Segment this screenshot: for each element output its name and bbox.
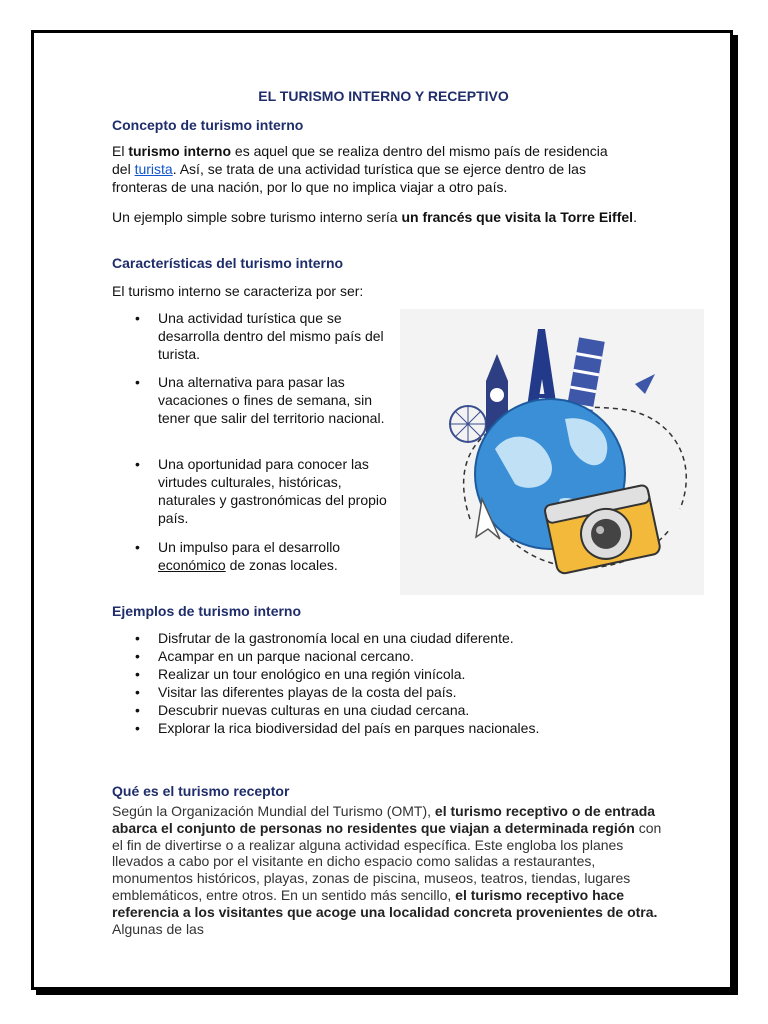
caracteristicas-list [112,309,402,363]
paragraph-ejemplo: Un ejemplo simple sobre turismo interno sería un francés que visita la Torre Eiffel. [112,209,637,225]
heading-caracteristicas: Características del turismo interno [112,255,344,271]
list-item: • Realizar un tour enológico en una región vinícola. [112,665,632,683]
list-item: • Una alternativa para pasar las vacaciones o fines de semana, sin tener que salir del territorio nacional. [112,373,402,427]
list-item: • Visitar las diferentes playas de la costa del país. [112,683,632,701]
caracteristicas-list-2 [112,373,402,427]
heading-concepto: Concepto de turismo interno [112,117,304,133]
heading-ejemplos: Ejemplos de turismo interno [112,603,302,619]
ferris-wheel-icon [450,406,486,442]
list-item: • Explorar la rica biodiversidad del país en parques nacionales. [112,719,632,737]
caracteristicas-list-4 [112,538,382,574]
list-item: • Una actividad turística que se desarrolla dentro del mismo país del turista. [112,309,402,363]
caracteristicas-list-3 [112,455,402,527]
list-item: • Un impulso para el desarrollo económico de zonas locales. [112,538,382,574]
ejemplos-list [112,629,632,737]
list-item: • Acampar en un parque nacional cercano. [112,647,632,665]
list-item: • Descubrir nuevas culturas en una ciudad cercana. [112,701,632,719]
document-title: EL TURISMO INTERNO Y RECEPTIVO [258,88,509,104]
document-page [31,30,733,990]
turista-link[interactable]: turista [134,161,173,177]
tourism-illustration [400,309,704,595]
list-item: • Una oportunidad para conocer las virtudes culturales, históricas, naturales y gastronómicas del propio país. [112,455,402,527]
paragraph-concepto: El turismo interno es aquel que se realiza dentro del mismo país de residencia del turista. Así, se trata de una actividad turística que se ejerce dentro de las fronteras de una nación, por lo que no implica viajar a otro país. [112,143,608,195]
paragraph-caracteriza: El turismo interno se caracteriza por ser: [112,283,364,299]
term-turismo-interno: turismo interno [128,143,232,159]
heading-receptor: Qué es el turismo receptor [112,783,290,799]
paragraph-receptor: Según la Organización Mundial del Turismo (OMT), el turismo receptivo o de entrada abarca el conjunto de personas no residentes que viajan a determinada región con el fin de divertirse o a realizar alguna actividad específica. Este engloba los planes llevados a cabo por el visitante en dicho espacio como salidas a restaurantes, monumentos históricos, playas, zonas de piscina, museos, teatros, tiendas, lugares emblemáticos, entre otros. En un sentido más sencillo, el turismo receptivo hace referencia a los visitantes que acoge una localidad concreta provenientes de otra. Algunas de las [112,803,662,937]
list-item: • Disfrutar de la gastronomía local en una ciudad diferente. [112,629,632,647]
